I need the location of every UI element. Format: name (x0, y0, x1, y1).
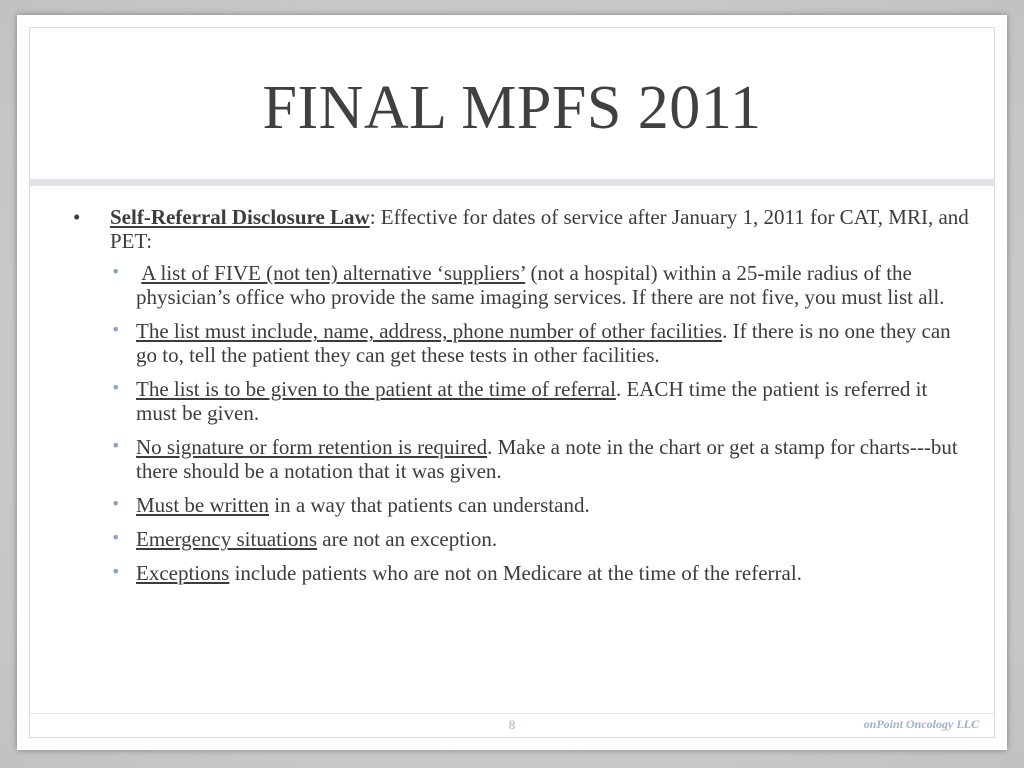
sub-bullet-text: . Make a note in the chart or get a stamp for charts---but there should be a notation that it was given. (136, 435, 958, 483)
sub-bullet-icon: • (111, 528, 121, 547)
sub-bullet-text: in a way that patients can understand. (268, 493, 590, 517)
sub-bullet-item (69, 261, 966, 309)
sub-bullet-underlined: The list is to be given to the patient at the time of referral (136, 377, 616, 401)
sub-bullet-icon: • (111, 320, 121, 339)
sub-bullet-icon: • (111, 436, 121, 455)
sub-bullet-underlined: Must be written (136, 493, 269, 517)
sub-bullet-text: (not a hospital) within a 25-mile radius of the physician’s office who provide the same imaging services. If there are not five, you must list all. (136, 261, 945, 309)
sub-bullet-item (69, 319, 966, 367)
sub-bullet-underlined: The list must include, name, address, phone number of other facilities (136, 319, 723, 343)
main-bullet (69, 205, 969, 253)
sub-bullet-underlined: Emergency situations (136, 527, 317, 551)
sub-bullet-underlined: No signature or form retention is required (136, 435, 488, 459)
bullet-icon: • (73, 205, 81, 229)
sub-bullet-icon: • (111, 562, 121, 581)
slide-title: FINAL MPFS 2011 (262, 74, 762, 142)
sub-bullet-item (69, 561, 966, 585)
company-name: onPoint Oncology LLC (863, 717, 979, 731)
sub-bullet-icon: • (111, 494, 121, 513)
sub-bullet-text: . EACH time the patient is referred it must be given. (136, 377, 928, 425)
sub-bullet-text: are not an exception. (317, 527, 498, 551)
main-bullet-label: Self-Referral Disclosure Law (110, 205, 370, 229)
sub-bullet-text: include patients who are not on Medicare at the time of the referral. (229, 561, 802, 585)
sub-bullet-item (69, 377, 966, 425)
footer-divider (29, 713, 995, 714)
sub-bullet-icon: • (111, 378, 121, 397)
sub-bullet-list (69, 261, 969, 585)
sub-bullet-item (69, 435, 966, 483)
sub-bullet-item (69, 527, 966, 551)
sub-bullet-icon: • (111, 262, 121, 281)
title-divider (29, 179, 995, 186)
sub-bullet-text: . If there is no one they can go to, tell the patient they can get these tests in other facilities. (136, 319, 951, 367)
page-number: 8 (508, 717, 516, 732)
slide (17, 15, 1007, 750)
sub-bullet-underlined: Exceptions (136, 561, 230, 585)
main-bullet-text: : Effective for dates of service after January 1, 2011 for CAT, MRI, and PET: (110, 205, 969, 253)
title-area (29, 27, 995, 179)
sub-bullet-item (69, 493, 966, 517)
slide-body (69, 205, 969, 595)
sub-bullet-underlined: A list of FIVE (not ten) alternative ‘suppliers’ (141, 261, 526, 285)
